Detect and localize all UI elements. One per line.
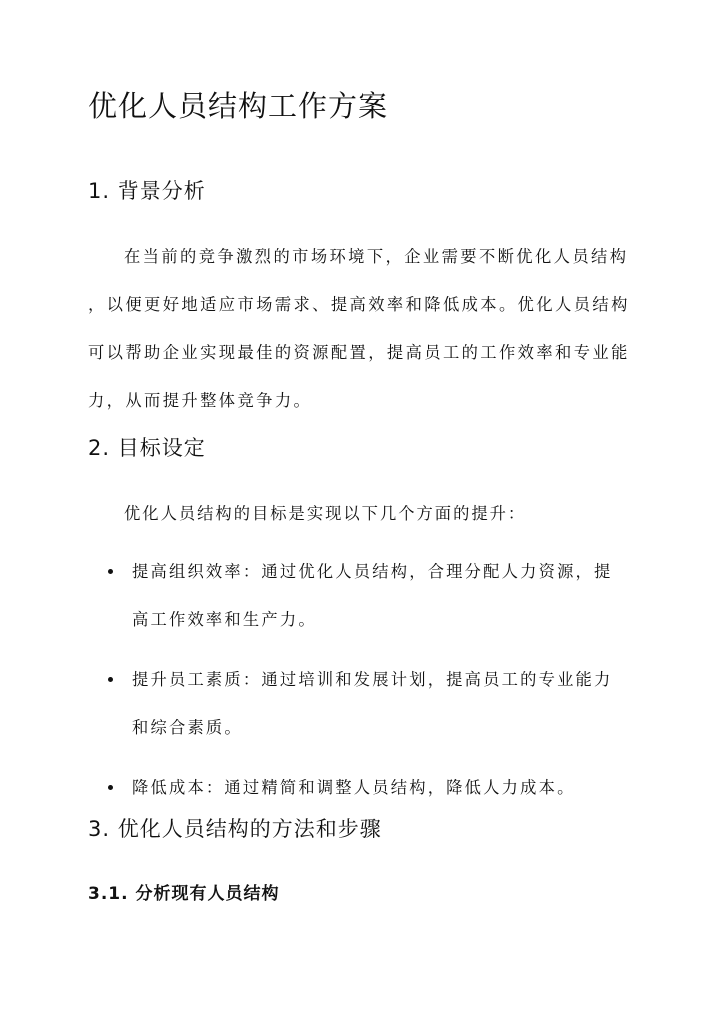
bullet-icon xyxy=(108,785,113,790)
section-heading-goals: 2. 目标设定 xyxy=(88,436,206,460)
document-title: 优化人员结构工作方案 xyxy=(88,89,389,123)
section-heading-methods: 3. 优化人员结构的方法和步骤 xyxy=(88,817,382,841)
list-item-line: 高工作效率和生产力。 xyxy=(132,610,317,629)
bullet-icon xyxy=(108,677,113,682)
list-item xyxy=(88,764,648,812)
paragraph-line: ，以便更好地适应市场需求、提高效率和降低成本。优化人员结构 xyxy=(88,295,630,314)
background-paragraph xyxy=(88,233,633,425)
goals-intro: 优化人员结构的目标是实现以下几个方面的提升： xyxy=(124,504,527,523)
list-item xyxy=(88,656,648,752)
paragraph-line: 在当前的竞争激烈的市场环境下，企业需要不断优化人员结构 xyxy=(124,247,629,266)
paragraph-line: 可以帮助企业实现最佳的资源配置，提高员工的工作效率和专业能 xyxy=(88,343,630,362)
list-item-line: 提升员工素质：通过培训和发展计划，提高员工的专业能力 xyxy=(132,670,613,689)
list-item-line: 提高组织效率：通过优化人员结构，合理分配人力资源，提 xyxy=(132,562,613,581)
subsection-heading-analysis: 3.1. 分析现有人员结构 xyxy=(88,884,280,904)
list-item-line: 降低成本：通过精简和调整人员结构，降低人力成本。 xyxy=(132,778,576,797)
list-item-line: 和综合素质。 xyxy=(132,718,243,737)
paragraph-line: 力，从而提升整体竞争力。 xyxy=(88,391,313,410)
list-item xyxy=(88,548,648,644)
goals-list xyxy=(88,548,648,824)
bullet-icon xyxy=(108,569,113,574)
section-heading-background: 1. 背景分析 xyxy=(88,179,206,203)
